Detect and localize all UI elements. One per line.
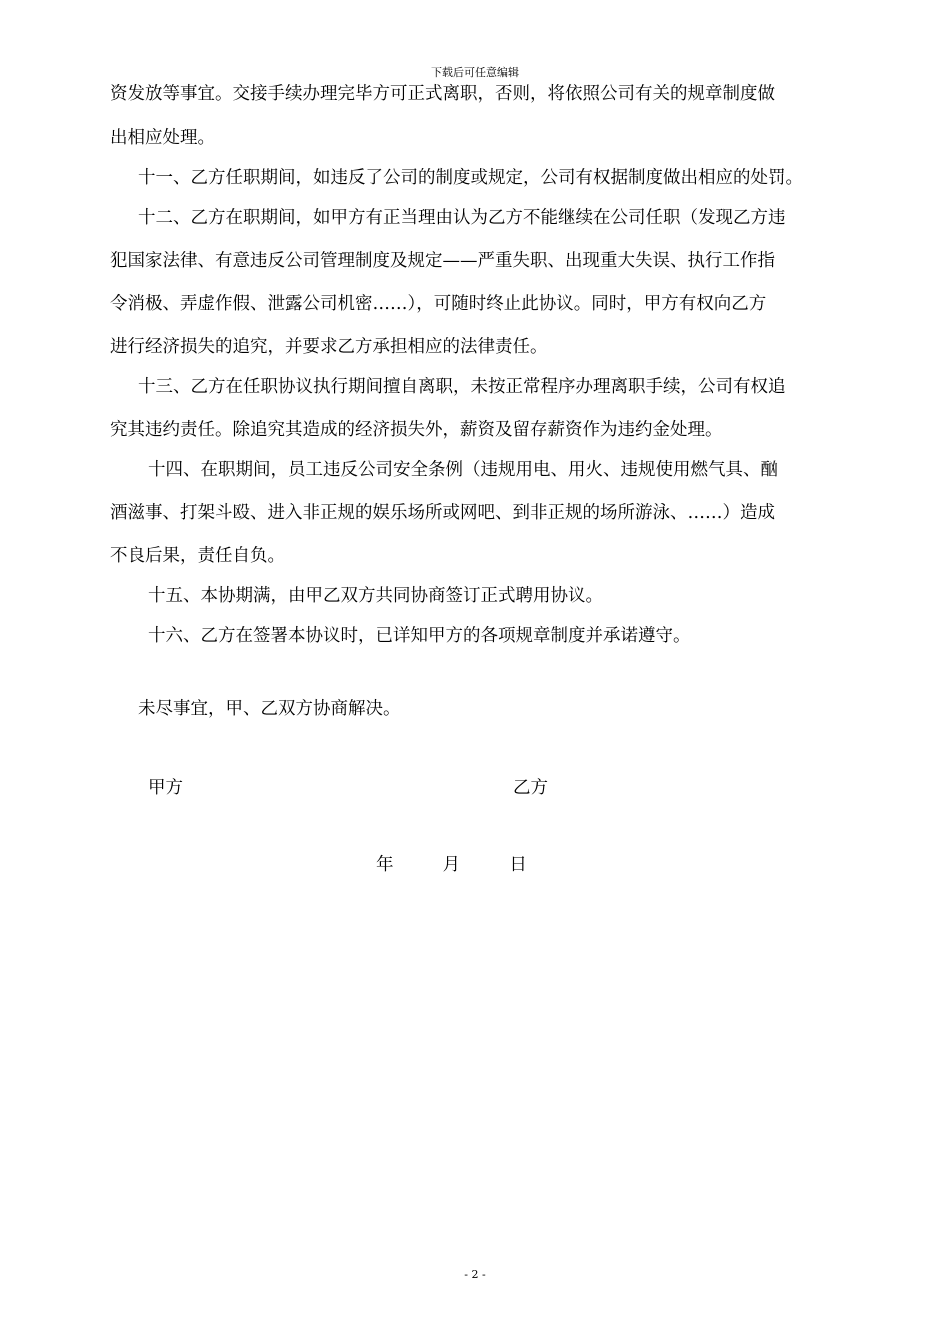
clause-15: 十五、本协期满，由甲乙双方共同协商签订正式聘用协议。 — [148, 586, 603, 606]
clause-text-line: 酒滋事、打架斗殴、进入非正规的娱乐场所或网吧、到非正规的场所游泳、……）造成 — [110, 503, 775, 523]
signing-date — [376, 853, 527, 877]
clause-16: 十六、乙方在签署本协议时，已详知甲方的各项规章制度并承诺遵守。 — [148, 626, 691, 646]
date-day: 日 — [509, 855, 527, 875]
clause-text-line: 犯国家法律、有意违反公司管理制度及规定——严重失职、出现重大失误、执行工作指 — [110, 251, 775, 271]
party-a-signature-label: 甲方 — [148, 778, 183, 798]
clause-text-line: 不良后果，责任自负。 — [110, 546, 285, 566]
clause-text-line: 进行经济损失的追究，并要求乙方承担相应的法律责任。 — [110, 337, 548, 357]
header-note: 下载后可任意编辑 — [431, 66, 519, 79]
clause-text-line: 究其违约责任。除追究其造成的经济损失外，薪资及留存薪资作为违约金处理。 — [110, 420, 723, 440]
page-number: - 2 - — [464, 1268, 486, 1281]
clause-11: 十一、乙方任职期间，如违反了公司的制度或规定，公司有权据制度做出相应的处罚。 — [138, 168, 803, 188]
clause-text-line: 出相应处理。 — [110, 128, 215, 148]
clause-13: 十三、乙方在任职协议执行期间擅自离职，未按正常程序办理离职手续，公司有权追 — [138, 377, 786, 397]
date-month: 月 — [442, 855, 461, 875]
clause-14: 十四、在职期间，员工违反公司安全条例（违规用电、用火、违规使用燃气具、酗 — [148, 460, 778, 480]
date-year: 年 — [376, 855, 394, 875]
clause-text-line: 资发放等事宜。交接手续办理完毕方可正式离职，否则，将依照公司有关的规章制度做 — [110, 84, 775, 104]
clause-text-line: 令消极、弄虚作假、泄露公司机密……），可随时终止此协议。同时，甲方有权向乙方 — [110, 294, 767, 314]
party-b-signature-label: 乙方 — [513, 778, 548, 798]
closing-statement: 未尽事宜，甲、乙双方协商解决。 — [138, 699, 401, 719]
clause-12: 十二、乙方在职期间，如甲方有正当理由认为乙方不能继续在公司任职（发现乙方违 — [138, 208, 786, 228]
